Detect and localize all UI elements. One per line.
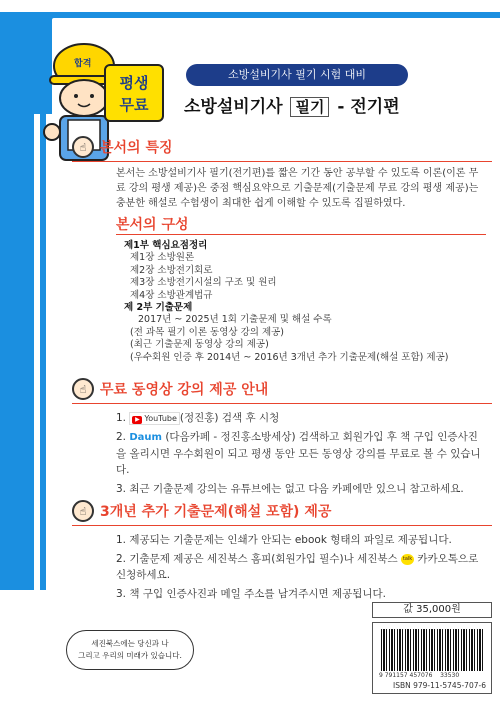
barcode-bars-icon — [381, 629, 485, 671]
barcode-number: 9 791157 457076 33530 — [379, 672, 460, 679]
structure-line: (우수회원 인증 후 2014년 ~ 2016년 3개년 추가 기출문제(해설 포함) 제공) — [130, 351, 449, 363]
subtitle-pill: 소방설비기사 필기 시험 대비 — [186, 64, 408, 86]
book-title — [184, 92, 400, 117]
free-badge — [104, 64, 164, 122]
badge-line-1: 평생 — [119, 74, 149, 92]
title-suffix: - 전기편 — [337, 97, 400, 117]
publisher-slogan: 세진북스에는 당신과 나 그리고 우리의 미래가 있습니다. — [66, 630, 194, 670]
structure-line: 2017년 ~ 2025년 1회 기출문제 및 해설 수록 — [138, 314, 332, 326]
structure-line: 제2장 소방전기회로 — [130, 264, 213, 276]
extra-title: 3개년 추가 기출문제(해설 포함) 제공 — [100, 504, 332, 520]
features-text: 본서는 소방설비기사 필기(전기편)를 짧은 기간 동안 공부할 수 있도록 이론(이론 무료 강의 평생 제공)은 중점 핵심요약으로 기출문제(기출문제 무료 강의 평생 제공)는 충분한 해설로 수험생이 최대한 쉽게 이해할 수 있도록 집필하였다. — [116, 168, 479, 209]
structure-line: 제 2부 기출문제 — [124, 302, 193, 314]
daum-logo-icon: Daum — [129, 432, 162, 443]
video-section — [72, 378, 492, 500]
kakaotalk-icon: talk — [401, 554, 414, 565]
badge-line-2: 무료 — [119, 96, 149, 114]
mascot-helmet-text: 합격 — [74, 59, 92, 69]
extra-item-3: 3. 책 구입 인증사진과 메일 주소를 남겨주시면 제공됩니다. — [116, 588, 387, 600]
extra-item-1: 1. 제공되는 기출문제는 인쇄가 안되는 ebook 형태의 파일로 제공됩니다. — [116, 534, 452, 546]
structure-divider — [116, 234, 486, 235]
left-blue-band — [0, 114, 34, 590]
pointing-hand-icon: ☝ — [72, 136, 94, 158]
extra-section — [72, 500, 492, 605]
left-blue-stripe — [40, 114, 46, 590]
structure-list — [124, 240, 448, 364]
structure-line: 제1장 소방원론 — [130, 252, 195, 264]
features-section — [72, 136, 492, 211]
structure-line: 제1부 핵심요점정리 — [124, 240, 208, 251]
title-prefix: 소방설비기사 — [184, 97, 283, 117]
title-boxed: 필기 — [290, 97, 329, 117]
video-title: 무료 동영상 강의 제공 안내 — [100, 382, 269, 398]
structure-line: (전 과목 필기 이론 동영상 강의 제공) — [130, 326, 285, 338]
pointing-hand-icon: ☝ — [72, 500, 94, 522]
video-item-2: 2. Daum (다음카페 - 정진홍소방세상) 검색하고 회원가입 후 책 구입 인증사진을 올리시면 우수회원이 되고 평생 동안 모든 동영상 강의를 무료로 볼 수 있습니다. — [116, 431, 481, 476]
isbn-text: ISBN 979-11-5745-707-6 — [393, 681, 486, 690]
features-title: 본서의 특징 — [100, 140, 173, 156]
extra-item-2: 2. 기출문제 제공은 세진북스 홈피(회원가입 필수)나 세진북스 talk 카카오톡으로 신청하세요. — [116, 553, 479, 581]
video-item-1: 1. ▶ YouTube (정진홍) 검색 후 시청 — [116, 412, 280, 424]
youtube-logo-icon: ▶ YouTube — [129, 412, 180, 425]
top-white-strip — [0, 0, 500, 12]
structure-title: 본서의 구성 — [116, 217, 189, 233]
structure-line: (최근 기출문제 동영상 강의 제공) — [130, 339, 269, 351]
video-item-3: 3. 최근 기출문제 강의는 유튜브에는 없고 다음 카페에만 있으니 참고하세요. — [116, 483, 464, 495]
pointing-hand-icon: ☝ — [72, 378, 94, 400]
structure-line: 제3장 소방전기시설의 구조 및 원리 — [130, 277, 277, 289]
structure-line: 제4장 소방관계법규 — [130, 289, 213, 301]
price-label: 값 35,000원 — [372, 602, 492, 618]
isbn-barcode — [372, 622, 492, 694]
